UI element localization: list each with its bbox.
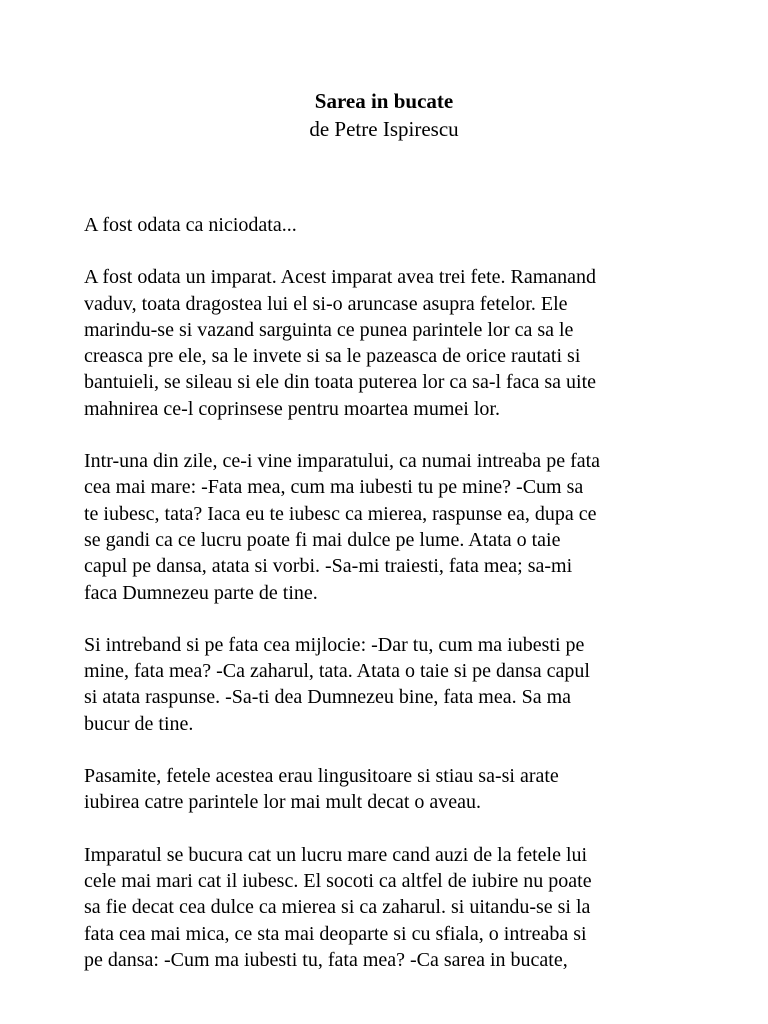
text-line: capul pe dansa, atata si vorbi. -Sa-mi traiesti, fata mea; sa-mi — [84, 555, 573, 578]
paragraph — [84, 212, 694, 238]
paragraph — [84, 264, 694, 422]
text-line: iubirea catre parintele lor mai mult decat o aveau. — [84, 791, 482, 814]
text-line: bucur de tine. — [84, 712, 194, 735]
text-line: mahnirea ce-l coprinsese pentru moartea mumei lor. — [84, 397, 500, 420]
text-line: faca Dumnezeu parte de tine. — [84, 581, 318, 604]
document-title: Sarea in bucate — [314, 89, 454, 113]
text-line: cele mai mari cat il iubesc. El socoti ca altfel de iubire nu poate — [84, 869, 592, 892]
text-line: A fost odata un imparat. Acest imparat avea trei fete. Ramanand — [84, 266, 597, 289]
text-line: marindu-se si vazand sarguinta ce punea parintele lor ca sa le — [84, 318, 574, 341]
paragraph — [84, 448, 694, 606]
paragraph — [84, 763, 694, 816]
paragraph — [84, 632, 694, 737]
text-line: si atata raspunse. -Sa-ti dea Dumnezeu bine, fata mea. Sa ma — [84, 686, 572, 709]
text-line: se gandi ca ce lucru poate fi mai dulce pe lume. Atata o taie — [84, 528, 561, 551]
text-line: te iubesc, tata? Iaca eu te iubesc ca mierea, raspunse ea, dupa ce — [84, 502, 597, 525]
text-line: vaduv, toata dragostea lui el si-o aruncase asupra fetelor. Ele — [84, 292, 568, 315]
text-line: fata cea mai mica, ce sta mai deoparte si cu sfiala, o intreaba si — [84, 922, 587, 945]
text-line: Si intreband si pe fata cea mijlocie: -Dar tu, cum ma iubesti pe — [84, 633, 585, 656]
text-line: cea mai mare: -Fata mea, cum ma iubesti tu pe mine? -Cum sa — [84, 476, 584, 499]
text-line: A fost odata ca niciodata... — [84, 214, 297, 236]
text-line: Imparatul se bucura cat un lucru mare cand auzi de la fetele lui — [84, 843, 588, 866]
text-line: Intr-una din zile, ce-i vine imparatului, ca numai intreaba pe fata — [84, 450, 601, 473]
text-line: Pasamite, fetele acestea erau lingusitoare si stiau sa-si arate — [84, 765, 559, 788]
text-line: creasca pre ele, sa le invete si sa le pazeasca de orice rautati si — [84, 345, 581, 368]
text-line: sa fie decat cea dulce ca mierea si ca zaharul. si uitandu-se si la — [84, 896, 591, 919]
paragraph — [84, 842, 694, 973]
text-line: mine, fata mea? -Ca zaharul, tata. Atata o taie si pe dansa capul — [84, 660, 590, 683]
text-line: pe dansa: -Cum ma iubesti tu, fata mea? -Ca sarea in bucate, — [84, 948, 568, 971]
text-line: bantuieli, se sileau si ele din toata puterea lor ca sa-l faca sa uite — [84, 371, 597, 394]
document-author: de Petre Ispirescu — [309, 117, 459, 141]
document-body — [84, 212, 694, 999]
